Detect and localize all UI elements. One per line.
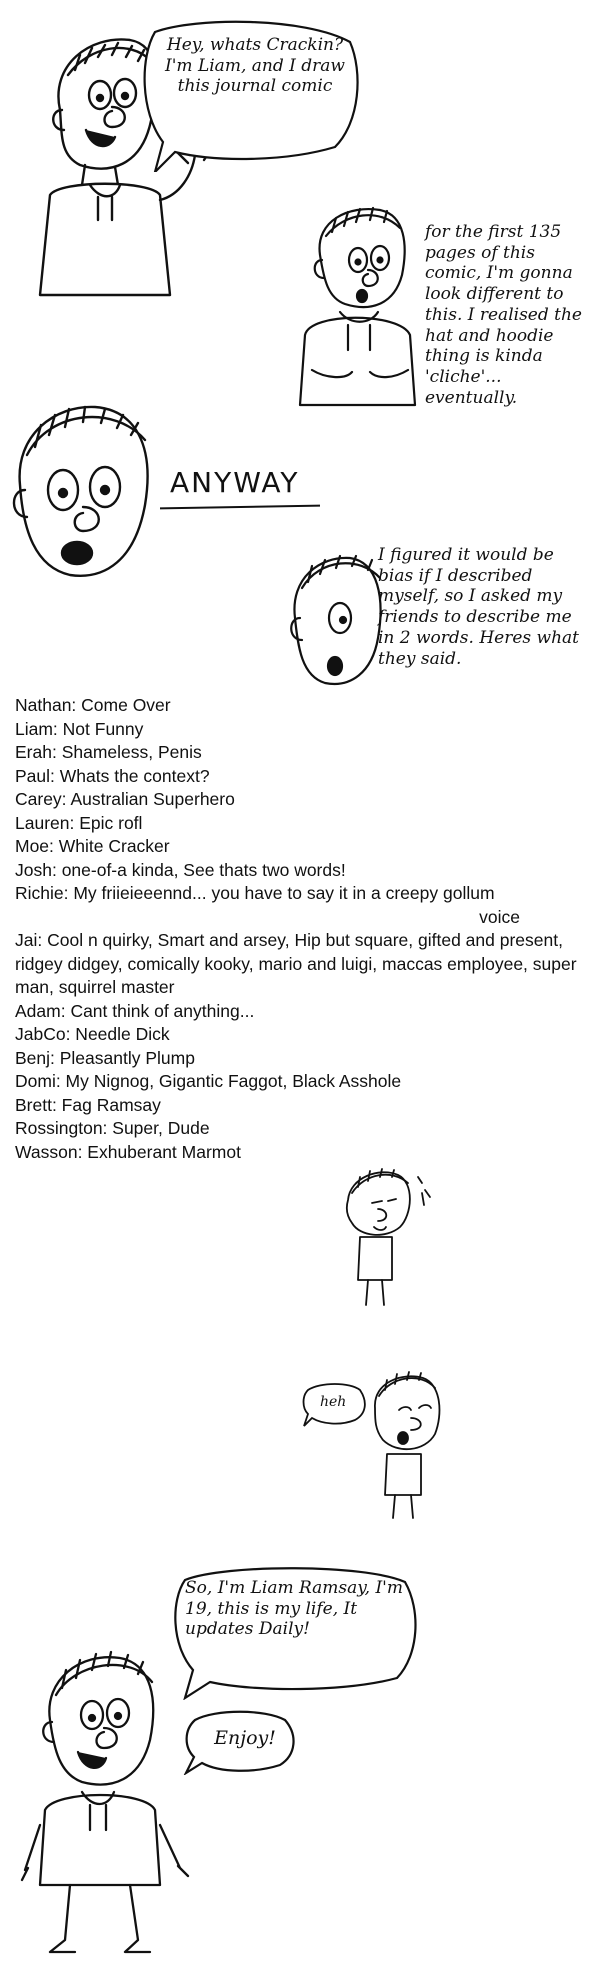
narration-first-pages: for the first 135 pages of this comic, I'm gonna look different to this. I realised the hat and hoodie thing is kinda 'cliche'... eventually. [425,222,582,408]
liam-side-face [280,548,390,698]
list-item: Rossington: Super, Dude [15,1118,210,1138]
liam-laughing-figure [365,1370,455,1520]
list-item: Erah: Shameless, Penis [15,742,202,762]
list-item: Richie: My friieieeennd... you have to say it in a creepy gollum [15,883,495,903]
liam-big-face [5,395,165,595]
list-item: Jai: Cool n quirky, Smart and arsey, Hip but square, gifted and present, ridgey didgey, comically kooky, mario and luigi, maccas employee, super man, squirrel master [15,930,577,997]
list-item: Wasson: Exhuberant Marmot [15,1141,241,1162]
narration-described-myself: I figured it would be bias if I described myself, so I asked my friends to describe me in 2 words. Heres what they said. [378,545,580,669]
list-item: Brett: Fag Ramsay [15,1094,161,1115]
list-item: Carey: Australian Superhero [15,789,235,809]
anyway-exclamation: ANYWAY [170,466,300,499]
list-item: Liam: Not Funny [15,718,144,739]
speech-bubble-final-text: So, I'm Liam Ramsay, I'm 19, this is my life, It updates Daily! [185,1578,403,1640]
liam-hoodie-figure [290,200,430,410]
list-item-continuation: voice [479,906,520,927]
list-item: Adam: Cant think of anything... [15,1000,255,1021]
anyway-underline [160,505,320,510]
list-item: Benj: Pleasantly Plump [15,1047,195,1068]
list-item: Paul: Whats the context? [15,765,210,786]
list-item: Domi: My Nignog, Gigantic Faggot, Black Asshole [15,1071,402,1091]
speech-bubble-enjoy-text: Enjoy! [214,1727,276,1749]
liam-small-figure-tilted [330,1165,450,1315]
speech-bubble-intro-text: Hey, whats Crackin? I'm Liam, and I draw this journal comic [165,35,345,97]
list-item: Moe: White Cracker [15,836,170,856]
list-item: JabCo: Needle Dick [15,1024,170,1044]
list-item: Josh: one-of-a kinda, See thats two words! [15,859,346,880]
list-item: Nathan: Come Over [15,695,171,715]
list-item: Lauren: Epic rofl [15,812,143,833]
speech-bubble-heh-text: heh [320,1394,347,1410]
friend-descriptions-list [15,694,590,1164]
